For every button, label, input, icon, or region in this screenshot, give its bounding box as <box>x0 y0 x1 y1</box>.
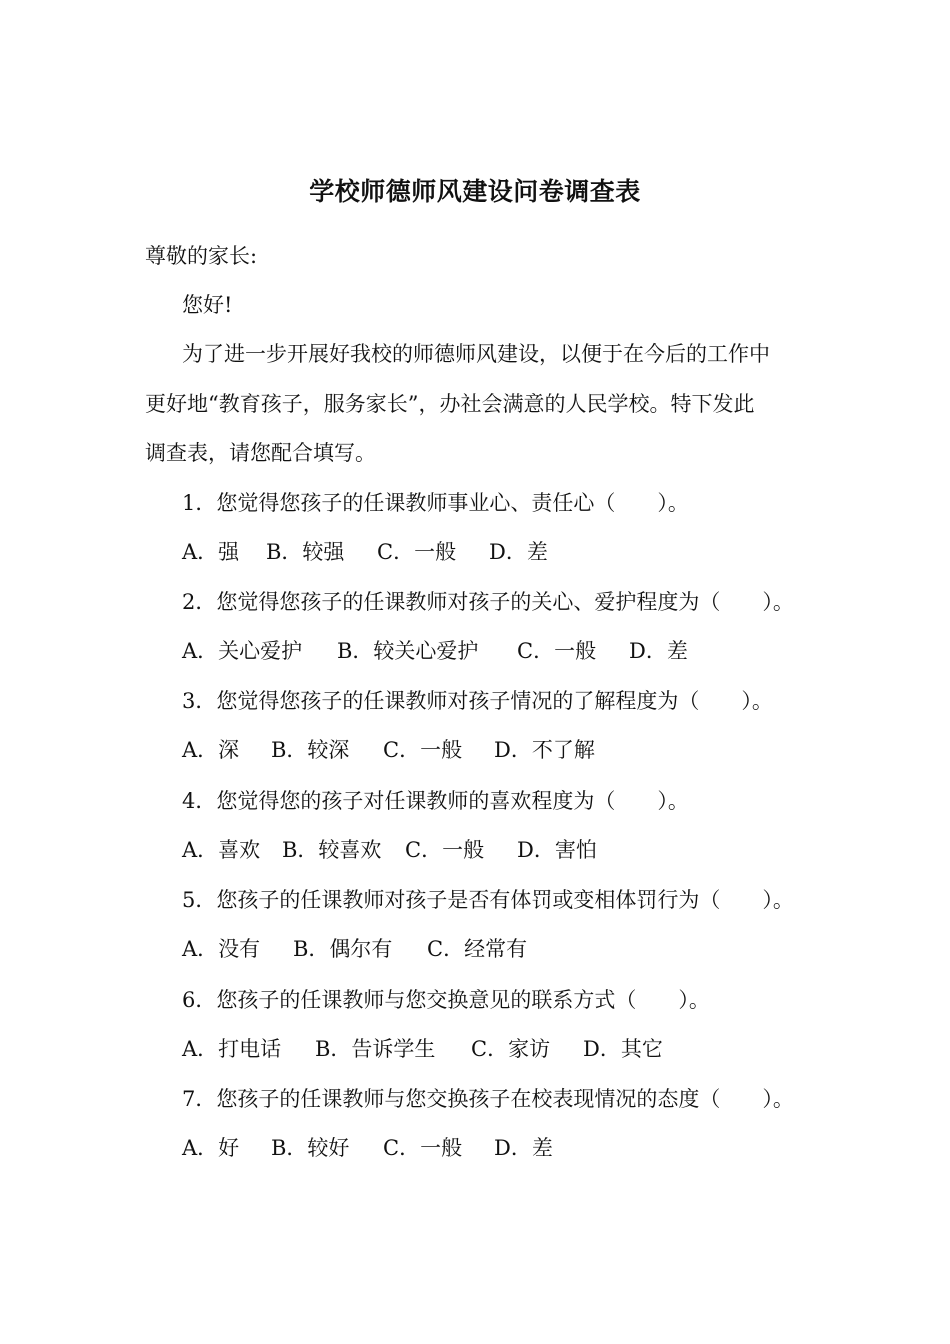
question-1: 1．您觉得您孩子的任课教师事业心、责任心（ ）。 <box>182 491 689 515</box>
option-c[interactable]: C．一般 <box>517 639 597 663</box>
option-a[interactable]: A．打电话 <box>182 1037 282 1061</box>
question-3-options <box>182 735 595 765</box>
question-3: 3．您觉得您孩子的任课教师对孩子情况的了解程度为（ ）。 <box>182 689 773 713</box>
greeting: 您好! <box>182 293 233 317</box>
intro-line-2: 更好地“教育孩子，服务家长”，办社会满意的人民学校。特下发此 <box>145 392 755 416</box>
option-d[interactable]: D．其它 <box>583 1037 663 1061</box>
page-title: 学校师德师风建设问卷调查表 <box>309 177 641 206</box>
intro-line-3: 调查表，请您配合填写。 <box>145 441 376 465</box>
option-d[interactable]: D．差 <box>629 639 688 663</box>
question-5-options <box>182 934 527 964</box>
question-4-options <box>182 835 597 865</box>
option-b[interactable]: B．偶尔有 <box>293 937 393 961</box>
option-c[interactable]: C．家访 <box>471 1037 551 1061</box>
option-b[interactable]: B．告诉学生 <box>315 1037 436 1061</box>
option-a[interactable]: A．好 <box>182 1136 240 1160</box>
salutation: 尊敬的家长: <box>145 244 258 268</box>
option-b[interactable]: B．较关心爱护 <box>337 639 479 663</box>
question-6: 6．您孩子的任课教师与您交换意见的联系方式（ ）。 <box>182 988 710 1012</box>
question-7-options <box>182 1133 553 1163</box>
question-5: 5．您孩子的任课教师对孩子是否有体罚或变相体罚行为（ ）。 <box>182 888 794 912</box>
option-c[interactable]: C．一般 <box>383 738 463 762</box>
question-1-options <box>182 537 548 567</box>
option-c[interactable]: C．一般 <box>377 540 457 564</box>
option-d[interactable]: D．差 <box>489 540 548 564</box>
question-7: 7．您孩子的任课教师与您交换孩子在校表现情况的态度（ ）。 <box>182 1087 794 1111</box>
option-d[interactable]: D．害怕 <box>517 838 597 862</box>
option-b[interactable]: B．较深 <box>271 738 350 762</box>
option-c[interactable]: C．经常有 <box>427 937 528 961</box>
option-b[interactable]: B．较强 <box>266 540 345 564</box>
option-a[interactable]: A．深 <box>182 738 240 762</box>
option-c[interactable]: C．一般 <box>383 1136 463 1160</box>
option-b[interactable]: B．较喜欢 <box>282 838 382 862</box>
option-a[interactable]: A．关心爱护 <box>182 639 303 663</box>
option-c[interactable]: C．一般 <box>405 838 485 862</box>
option-d[interactable]: D．差 <box>494 1136 553 1160</box>
question-2: 2．您觉得您孩子的任课教师对孩子的关心、爱护程度为（ ）。 <box>182 590 794 614</box>
question-4: 4．您觉得您的孩子对任课教师的喜欢程度为（ ）。 <box>182 789 689 813</box>
option-a[interactable]: A．没有 <box>182 937 261 961</box>
option-d[interactable]: D．不了解 <box>494 738 595 762</box>
question-6-options <box>182 1034 663 1064</box>
option-a[interactable]: A．强 <box>182 540 240 564</box>
intro-line-1: 为了进一步开展好我校的师德师风建设，以便于在今后的工作中 <box>182 342 770 366</box>
option-a[interactable]: A．喜欢 <box>182 838 261 862</box>
option-b[interactable]: B．较好 <box>271 1136 350 1160</box>
question-2-options <box>182 636 688 666</box>
